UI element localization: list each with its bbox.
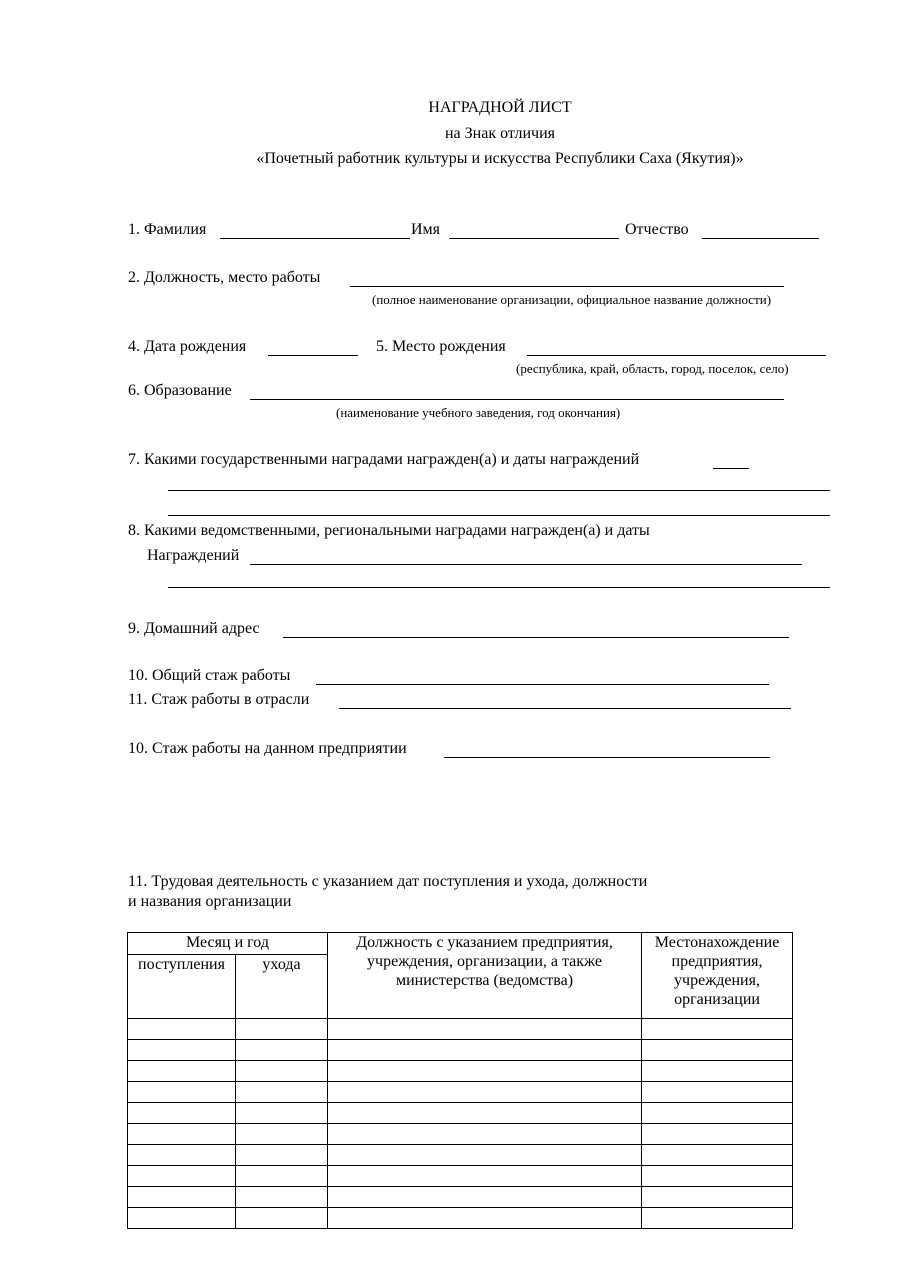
start-cell[interactable]: [128, 1082, 236, 1103]
start-cell[interactable]: [128, 1040, 236, 1061]
end-header: ухода: [236, 955, 328, 1019]
position-hint: (полное наименование организации, официальное название должности): [372, 292, 772, 307]
end-cell[interactable]: [236, 1166, 328, 1187]
start-cell[interactable]: [128, 1019, 236, 1040]
activity-table: [127, 932, 793, 1229]
table-row: [128, 1082, 793, 1103]
location-header: Местонахождение предприятия, учреждения, организации: [642, 933, 793, 1019]
start-cell[interactable]: [128, 1145, 236, 1166]
birthplace-hint: (республика, край, область, город, поселок, село): [516, 361, 789, 376]
birthplace-field[interactable]: [527, 355, 826, 356]
table-row: [128, 1187, 793, 1208]
location-cell[interactable]: [642, 1103, 793, 1124]
position-cell[interactable]: [328, 1019, 642, 1040]
education-label: 6. Образование: [128, 382, 232, 399]
table-row: [128, 1166, 793, 1187]
end-cell[interactable]: [236, 1082, 328, 1103]
dept-awards-label: 8. Какими ведомственными, региональными наградами награжден(а) и даты: [128, 522, 650, 539]
position-field[interactable]: [350, 286, 784, 287]
name-label: Имя: [411, 221, 441, 238]
start-cell[interactable]: [128, 1187, 236, 1208]
position-cell[interactable]: [328, 1061, 642, 1082]
location-cell[interactable]: [642, 1145, 793, 1166]
award-name: «Почетный работник культуры и искусства Республики Саха (Якутия)»: [256, 150, 744, 167]
end-cell[interactable]: [236, 1061, 328, 1082]
document-title: НАГРАДНОЙ ЛИСТ: [428, 99, 572, 116]
surname-field[interactable]: [220, 238, 410, 239]
location-cell[interactable]: [642, 1040, 793, 1061]
location-cell[interactable]: [642, 1187, 793, 1208]
position-cell[interactable]: [328, 1166, 642, 1187]
dept-awards-label-cont: Награждений: [147, 547, 240, 564]
table-row: [128, 1019, 793, 1040]
position-cell[interactable]: [328, 1145, 642, 1166]
enterprise-experience-label: 10. Стаж работы на данном предприятии: [128, 740, 407, 757]
position-header: Должность с указанием предприятия, учреждения, организации, а также министерства (ведомства): [328, 933, 642, 1019]
month-year-header: Месяц и год: [128, 933, 328, 955]
position-cell[interactable]: [328, 1187, 642, 1208]
state-awards-label: 7. Какими государственными наградами награжден(а) и даты награждений: [128, 451, 640, 468]
total-experience-label: 10. Общий стаж работы: [128, 667, 291, 684]
dept-awards-line-2[interactable]: [168, 587, 830, 588]
patronymic-field[interactable]: [702, 238, 819, 239]
birthdate-label: 4. Дата рождения: [128, 338, 247, 355]
location-cell[interactable]: [642, 1208, 793, 1229]
position-cell[interactable]: [328, 1103, 642, 1124]
table-row: [128, 1124, 793, 1145]
enterprise-experience-field[interactable]: [444, 757, 770, 758]
state-awards-field[interactable]: [713, 468, 749, 469]
position-cell[interactable]: [328, 1208, 642, 1229]
start-cell[interactable]: [128, 1103, 236, 1124]
table-row: [128, 1061, 793, 1082]
activity-heading-cont: и названия организации: [128, 893, 292, 910]
end-cell[interactable]: [236, 1187, 328, 1208]
position-label: 2. Должность, место работы: [128, 269, 321, 286]
end-cell[interactable]: [236, 1124, 328, 1145]
position-cell[interactable]: [328, 1124, 642, 1145]
document-subtitle: на Знак отличия: [444, 125, 555, 142]
end-cell[interactable]: [236, 1040, 328, 1061]
home-address-field[interactable]: [283, 637, 789, 638]
location-cell[interactable]: [642, 1019, 793, 1040]
table-row: [128, 1145, 793, 1166]
table-row: [128, 1040, 793, 1061]
end-cell[interactable]: [236, 1145, 328, 1166]
start-header: поступления: [128, 955, 236, 1019]
birthplace-label: 5. Место рождения: [376, 338, 506, 355]
table-row: [128, 1103, 793, 1124]
activity-heading: 11. Трудовая деятельность с указанием дат поступления и ухода, должности: [128, 873, 648, 890]
total-experience-field[interactable]: [316, 684, 769, 685]
patronymic-label: Отчество: [625, 221, 689, 238]
position-cell[interactable]: [328, 1082, 642, 1103]
start-cell[interactable]: [128, 1208, 236, 1229]
location-cell[interactable]: [642, 1124, 793, 1145]
table-row: [128, 1208, 793, 1229]
end-cell[interactable]: [236, 1103, 328, 1124]
industry-experience-field[interactable]: [339, 708, 791, 709]
position-cell[interactable]: [328, 1040, 642, 1061]
start-cell[interactable]: [128, 1061, 236, 1082]
name-field[interactable]: [449, 238, 619, 239]
location-cell[interactable]: [642, 1082, 793, 1103]
end-cell[interactable]: [236, 1019, 328, 1040]
location-cell[interactable]: [642, 1166, 793, 1187]
surname-label: 1. Фамилия: [128, 221, 207, 238]
industry-experience-label: 11. Стаж работы в отрасли: [128, 691, 310, 708]
state-awards-line-2[interactable]: [168, 490, 830, 491]
dept-awards-field[interactable]: [250, 564, 802, 565]
start-cell[interactable]: [128, 1124, 236, 1145]
state-awards-line-3[interactable]: [168, 515, 830, 516]
home-address-label: 9. Домашний адрес: [128, 620, 260, 637]
education-hint: (наименование учебного заведения, год окончания): [336, 405, 621, 420]
end-cell[interactable]: [236, 1208, 328, 1229]
birthdate-field[interactable]: [268, 355, 358, 356]
start-cell[interactable]: [128, 1166, 236, 1187]
location-cell[interactable]: [642, 1061, 793, 1082]
education-field[interactable]: [250, 399, 784, 400]
